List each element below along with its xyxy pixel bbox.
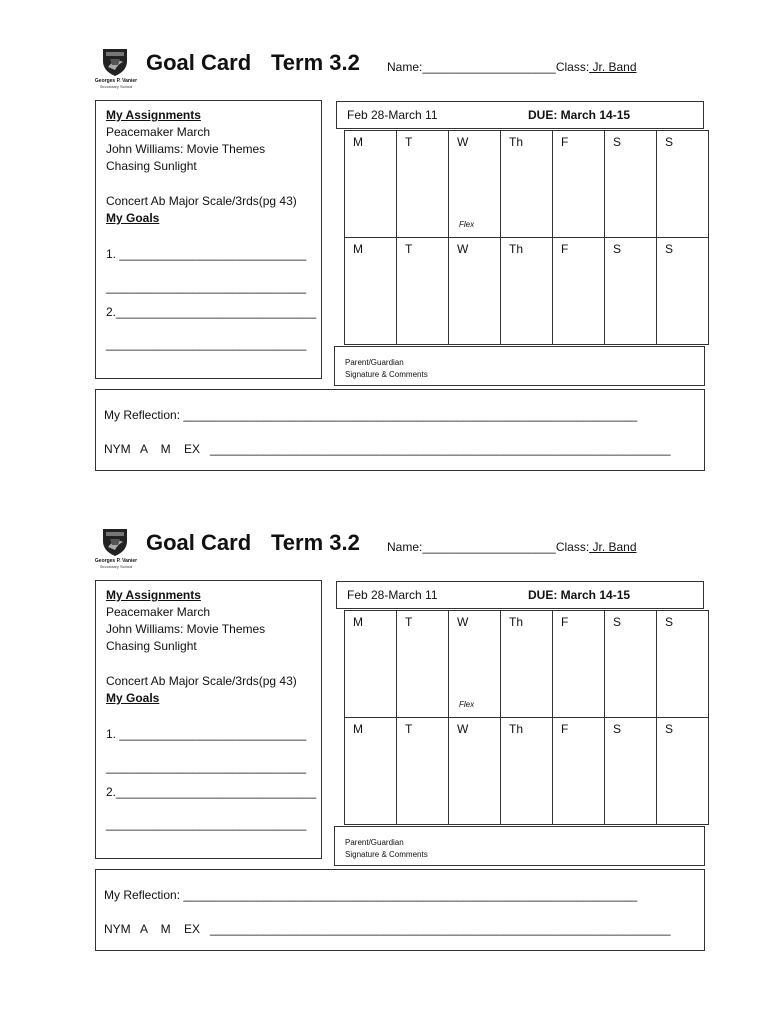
goal-line: ______________________________ bbox=[106, 280, 307, 294]
day-label: M bbox=[353, 135, 363, 149]
day-label: W bbox=[457, 242, 469, 256]
goal-line: ______________________________ bbox=[106, 760, 307, 774]
class-label: Class: bbox=[555, 540, 590, 554]
day-cell[interactable] bbox=[501, 611, 553, 718]
reflection-box[interactable] bbox=[95, 869, 705, 951]
goals-heading: My Goals bbox=[106, 211, 160, 225]
assignment-item: Peacemaker March bbox=[106, 605, 211, 619]
day-label: T bbox=[405, 722, 413, 736]
goal-line: 1. ____________________________ bbox=[106, 727, 307, 741]
name-label: Name:____________________ bbox=[387, 540, 556, 554]
day-label: S bbox=[665, 135, 674, 149]
day-label: M bbox=[353, 615, 363, 629]
day-label: T bbox=[405, 242, 413, 256]
day-cell[interactable] bbox=[345, 238, 397, 345]
school-logo bbox=[92, 527, 140, 577]
goal-line: ______________________________ bbox=[106, 817, 307, 831]
school-crest-icon bbox=[100, 527, 130, 557]
term-label: Term 3.2 bbox=[271, 50, 360, 75]
day-cell[interactable] bbox=[605, 611, 657, 718]
schedule-header bbox=[336, 581, 704, 609]
practice-calendar bbox=[344, 130, 709, 345]
school-subtitle: Secondary School bbox=[99, 84, 133, 89]
assignments-box bbox=[95, 580, 322, 859]
day-cell[interactable] bbox=[501, 131, 553, 238]
goals-heading: My Goals bbox=[106, 691, 160, 705]
week-row bbox=[345, 131, 709, 238]
due-date: DUE: March 14-15 bbox=[528, 108, 631, 122]
assignment-item: Concert Ab Major Scale/3rds(pg 43) bbox=[106, 194, 297, 208]
day-label: F bbox=[561, 242, 569, 256]
day-label: Th bbox=[509, 615, 524, 629]
signature-box[interactable] bbox=[334, 346, 705, 386]
signature-label: Parent/Guardian bbox=[345, 358, 404, 367]
day-cell[interactable] bbox=[449, 131, 501, 238]
assignments-box bbox=[95, 100, 322, 379]
day-label: S bbox=[665, 615, 674, 629]
day-cell[interactable] bbox=[605, 131, 657, 238]
day-cell[interactable] bbox=[501, 238, 553, 345]
day-label: S bbox=[665, 242, 674, 256]
assignment-item: Concert Ab Major Scale/3rds(pg 43) bbox=[106, 674, 297, 688]
day-cell[interactable] bbox=[657, 611, 709, 718]
day-label: W bbox=[457, 722, 469, 736]
class-value: Jr. Band bbox=[589, 60, 637, 74]
class-value: Jr. Band bbox=[589, 540, 637, 554]
day-label: T bbox=[405, 615, 413, 629]
signature-box[interactable] bbox=[334, 826, 705, 866]
goal-line: ______________________________ bbox=[106, 337, 307, 351]
signature-label: Signature & Comments bbox=[345, 850, 428, 859]
day-cell[interactable] bbox=[501, 718, 553, 825]
day-cell[interactable] bbox=[657, 131, 709, 238]
day-label: T bbox=[405, 135, 413, 149]
day-label: F bbox=[561, 615, 569, 629]
goal-line: 2.______________________________ bbox=[106, 305, 317, 319]
day-label: S bbox=[665, 722, 674, 736]
reflection-box[interactable] bbox=[95, 389, 705, 471]
card-title: Goal Card bbox=[146, 50, 252, 75]
signature-label: Signature & Comments bbox=[345, 370, 428, 379]
rating-line: NYM A M EX _____________________________________________________________________ bbox=[104, 922, 671, 936]
goal-line: 1. ____________________________ bbox=[106, 247, 307, 261]
day-cell[interactable] bbox=[449, 238, 501, 345]
day-cell[interactable] bbox=[397, 718, 449, 825]
day-cell[interactable] bbox=[397, 238, 449, 345]
assignments-heading: My Assignments bbox=[106, 588, 201, 602]
school-name: Georges P. Vanier bbox=[94, 558, 138, 564]
goal-line: 2.______________________________ bbox=[106, 785, 317, 799]
assignment-item: John Williams: Movie Themes bbox=[106, 622, 266, 636]
schedule-header bbox=[336, 101, 704, 129]
day-cell[interactable] bbox=[397, 611, 449, 718]
day-label: Th bbox=[509, 135, 524, 149]
school-logo bbox=[92, 47, 140, 97]
day-cell[interactable] bbox=[397, 131, 449, 238]
rating-line: NYM A M EX _____________________________________________________________________ bbox=[104, 442, 671, 456]
day-label: S bbox=[613, 242, 622, 256]
day-cell[interactable] bbox=[605, 238, 657, 345]
date-range: Feb 28-March 11 bbox=[347, 108, 438, 122]
class-label: Class: bbox=[555, 60, 590, 74]
reflection-line: My Reflection: ____________________________________________________________________ bbox=[104, 888, 638, 902]
day-label: W bbox=[457, 135, 469, 149]
assignments-heading: My Assignments bbox=[106, 108, 201, 122]
day-label: S bbox=[613, 615, 622, 629]
goal-card bbox=[0, 0, 770, 480]
signature-label: Parent/Guardian bbox=[345, 838, 404, 847]
term-label: Term 3.2 bbox=[271, 530, 360, 555]
practice-calendar bbox=[344, 610, 709, 825]
date-range: Feb 28-March 11 bbox=[347, 588, 438, 602]
day-cell[interactable] bbox=[449, 718, 501, 825]
name-field bbox=[387, 540, 637, 554]
due-date: DUE: March 14-15 bbox=[528, 588, 631, 602]
day-label: S bbox=[613, 722, 622, 736]
assignment-item: John Williams: Movie Themes bbox=[106, 142, 266, 156]
day-label: Th bbox=[509, 242, 524, 256]
day-cell[interactable] bbox=[553, 718, 605, 825]
day-cell[interactable] bbox=[553, 131, 605, 238]
day-label: W bbox=[457, 615, 469, 629]
assignment-item: Chasing Sunlight bbox=[106, 159, 197, 173]
day-cell[interactable] bbox=[345, 718, 397, 825]
school-crest-icon bbox=[100, 47, 130, 77]
week-row bbox=[345, 611, 709, 718]
goal-card bbox=[0, 480, 770, 960]
day-cell[interactable] bbox=[345, 611, 397, 718]
day-label: M bbox=[353, 722, 363, 736]
day-cell[interactable] bbox=[605, 718, 657, 825]
day-cell[interactable] bbox=[553, 611, 605, 718]
day-cell[interactable] bbox=[657, 718, 709, 825]
school-subtitle: Secondary School bbox=[99, 564, 133, 569]
school-name: Georges P. Vanier bbox=[94, 78, 138, 84]
flex-label: Flex bbox=[459, 700, 475, 709]
name-field bbox=[387, 60, 637, 74]
card-title: Goal Card bbox=[146, 530, 252, 555]
week-row bbox=[345, 238, 709, 345]
flex-label: Flex bbox=[459, 220, 475, 229]
day-label: Th bbox=[509, 722, 524, 736]
assignment-item: Peacemaker March bbox=[106, 125, 211, 139]
day-label: S bbox=[613, 135, 622, 149]
day-cell[interactable] bbox=[449, 611, 501, 718]
week-row bbox=[345, 718, 709, 825]
day-label: F bbox=[561, 722, 569, 736]
reflection-line: My Reflection: ____________________________________________________________________ bbox=[104, 408, 638, 422]
day-label: M bbox=[353, 242, 363, 256]
day-cell[interactable] bbox=[657, 238, 709, 345]
day-cell[interactable] bbox=[553, 238, 605, 345]
assignment-item: Chasing Sunlight bbox=[106, 639, 197, 653]
day-label: F bbox=[561, 135, 569, 149]
name-label: Name:____________________ bbox=[387, 60, 556, 74]
day-cell[interactable] bbox=[345, 131, 397, 238]
